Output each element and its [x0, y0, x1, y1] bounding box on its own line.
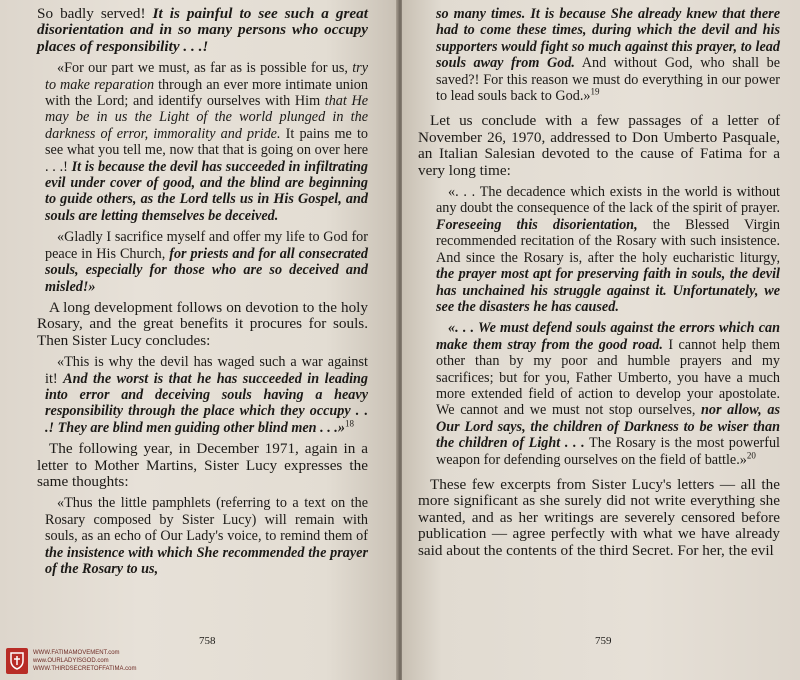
text-run-emphasis: for priests and for all consecrated souls, especially for those who are so deceived and misled!»	[45, 245, 369, 295]
page-number: 759	[595, 635, 612, 647]
text-run: So badly served!	[37, 5, 153, 22]
text-run: «Gladly I sacrifice myself and offer my life to God for peace in His Church,	[45, 229, 368, 262]
quote-paragraph	[45, 495, 368, 577]
footnote-marker: 20	[746, 449, 756, 460]
watermark-footer	[6, 648, 136, 674]
text-run: The Rosary is the most powerful weapon for defending ourselves on the field of battle.»	[436, 435, 780, 468]
text-run-emphasis: Foreseeing this disorientation,	[436, 216, 638, 233]
text-run-emphasis: the insistence with which She recommended the prayer of the Rosary to us,	[45, 544, 368, 577]
quote-paragraph	[45, 354, 368, 436]
text-run-emphasis: nor allow, as Our Lord says, the children of Darkness to be wiser than the children of Light . . .	[436, 402, 780, 452]
quote-paragraph	[45, 229, 368, 295]
footnote-marker: 19	[590, 86, 600, 97]
quote-paragraph	[436, 184, 780, 315]
quote-paragraph	[45, 60, 368, 224]
quote-paragraph	[436, 320, 780, 468]
text-run-italic: try to make reparation	[45, 60, 368, 93]
text-run-italic: that He may be in us the Light of the world plunged in the darkness of error, immorality and pride.	[45, 93, 368, 142]
text-run: through an ever more intimate union with the Lord; and identify ourselves with Him	[45, 76, 368, 110]
left-page	[0, 0, 398, 680]
shield-logo-icon	[6, 648, 28, 674]
watermark-url[interactable]: WWW.FATIMAMOVEMENT.com	[33, 650, 120, 656]
paragraph: The following year, in December 1971, again in a letter to Mother Martins, Sister Lucy expresses the same thoughts:	[37, 440, 368, 490]
text-run: «. . . The decadence which exists in the world is without any doubt the consequence of the lack of the spirit of prayer.	[436, 184, 780, 217]
text-run-emphasis: And the worst is that he has succeeded in leading into error and deceiving souls having a heavy responsibility through the place which they occupy . . .! They are blind men guiding other blind men . . .»	[45, 370, 368, 436]
quote-paragraph	[436, 6, 780, 104]
paragraph	[37, 6, 368, 55]
page-number: 758	[199, 635, 216, 647]
text-run: «Thus the little pamphlets (referring to a text on the Rosary composed by Sister Lucy) will remain with souls, as an echo of Our Lady's voice, to remind them of	[45, 495, 368, 545]
watermark-url[interactable]: WWW.THIRDSECRETOFFATIMA.com	[33, 666, 137, 672]
text-run: And without God, who shall be saved?! For this reason we must do everything in our power to lead souls back to God.»	[436, 55, 780, 105]
right-page	[402, 0, 800, 680]
text-run-emphasis: It is because the devil has succeeded in infiltrating evil under cover of good, and the blind are beginning to guide others, as the Lord tells us in His Gospel, and souls are letting themselves be deceived.	[45, 158, 368, 224]
footnote-marker: 18	[344, 418, 354, 429]
paragraph: These few excerpts from Sister Lucy's letters — all the more significant as she surely did not write everything she wanted, and as her writings are severely censored before publication — agree perfectly with what we have already said about the contents of the third Secret. For her, the evil	[418, 475, 780, 559]
text-run-emphasis: the prayer most apt for preserving faith in souls, the devil has unchained his struggle against it. Unfortunately, we see the disasters he has caused.	[436, 266, 780, 315]
watermark-urls	[33, 649, 136, 673]
text-run: I cannot help them other than by my poor and humble prayers and my sacrifices; but for you, Father Umberto, you have a much more extended field of action to develop your apostolate. We cannot and we must not stop ourselves,	[436, 336, 780, 419]
watermark-url[interactable]: www.OURLADYISGOD.com	[33, 658, 109, 664]
text-run: It pains me to see what you tell me, now that that is going on over here . . .!	[45, 125, 368, 175]
text-run: «This is why the devil has waged such a war against it!	[45, 354, 368, 387]
text-run-emphasis: «. . . We must defend souls against the errors which can make them stray from the good road.	[436, 320, 780, 353]
text-run: «For our part we must, as far as is possible for us,	[57, 60, 353, 77]
text-run: the Blessed Virgin recommended recitation of the Rosary with such insistence. And since the Rosary is, after the holy eucharistic liturgy,	[436, 216, 780, 266]
text-run-emphasis: It is painful to see such a great disorientation and in so many persons who occupy places of responsibility . . .!	[37, 5, 368, 55]
text-run-emphasis: so many times. It is because She already knew that there had to come these times, during which the devil and his supporters would fight so much against this prayer, to lead souls away from God.	[436, 6, 780, 72]
paragraph: A long development follows on devotion to the holy Rosary, and the great benefits it procures for souls. Then Sister Lucy concludes:	[37, 298, 368, 349]
paragraph: Let us conclude with a few passages of a letter of November 26, 1970, addressed to Don Umberto Pasquale, an Italian Salesian devoted to the cause of Fatima for a very long time:	[418, 112, 780, 179]
